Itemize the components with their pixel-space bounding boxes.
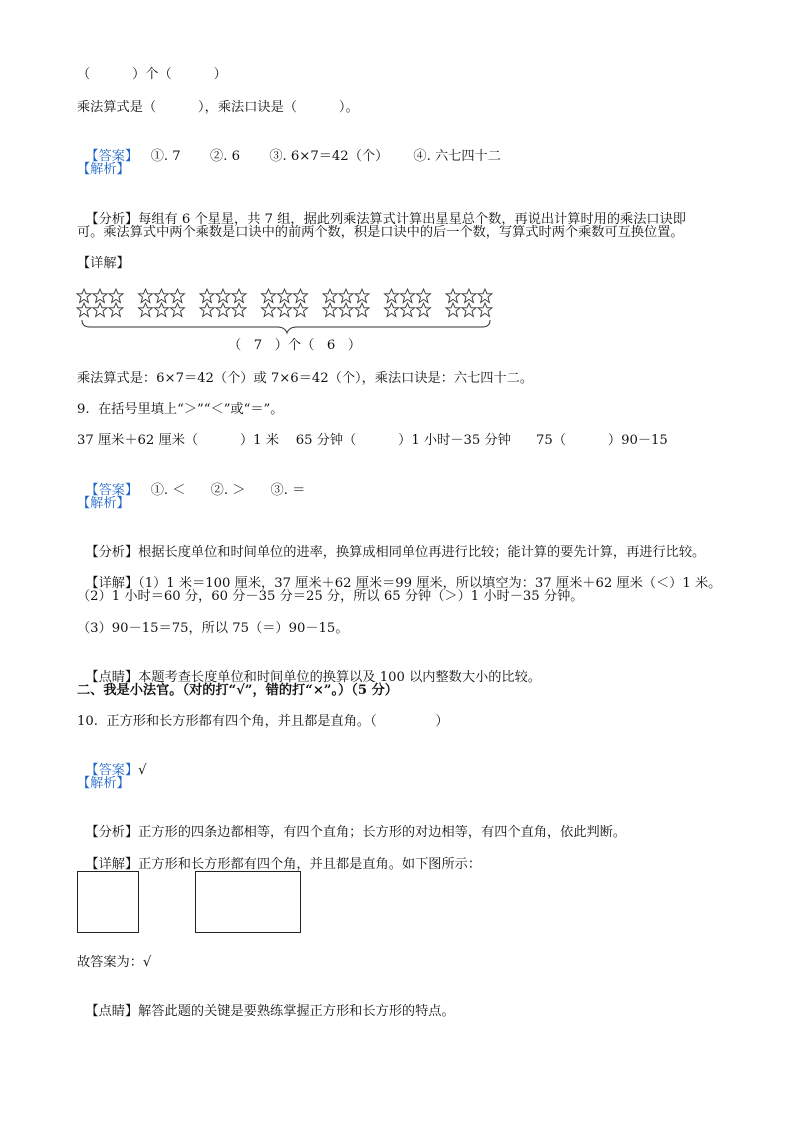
star-icon — [462, 303, 476, 317]
q10-fenxi — [77, 806, 626, 842]
star-icon — [232, 289, 246, 303]
star-icon — [216, 303, 230, 317]
q10-dianjing — [77, 985, 455, 1021]
q10-stem: 10. 正方形和长方形都有四个角，并且都是直角。（ ） — [77, 714, 449, 729]
answer-text: √ — [138, 763, 147, 778]
star-icon — [216, 289, 230, 303]
answer-label: 【答案】 — [85, 483, 139, 498]
star-icon — [278, 289, 292, 303]
star-icon — [478, 303, 492, 317]
detail-text: 正方形和长方形都有四个角，并且都是直角。如下图所示： — [138, 857, 482, 872]
q8-blank-line: （ ）个（ ） — [77, 67, 227, 82]
star-icon — [278, 303, 292, 317]
q10-analysis-label: 【解析】 — [77, 776, 130, 791]
star-icon — [109, 289, 123, 303]
q8-analysis-label: 【解析】 — [77, 162, 130, 177]
star-icon — [109, 303, 123, 317]
detail-text: （1）1 米＝100 厘米，37 厘米＋62 厘米＝99 厘米，所以填空为：37 厘米＋62 厘米（＜）1 米。 — [138, 576, 722, 591]
q8-conclusion: 乘法算式是：6×7＝42（个）或 7×6＝42（个），乘法口诀是：六七四十二。 — [77, 371, 534, 386]
star-icon — [417, 289, 431, 303]
star-icon — [171, 303, 185, 317]
star-layer — [77, 289, 492, 317]
star-icon — [200, 289, 214, 303]
star-icon — [355, 289, 369, 303]
star-icon — [139, 303, 153, 317]
star-icon — [77, 303, 91, 317]
section-heading: 二、我是小法官。（对的打“√”，错的打“×”。）（5 分） — [77, 683, 398, 698]
star-icon — [262, 303, 276, 317]
star-icon — [385, 289, 399, 303]
star-icon — [478, 289, 492, 303]
star-icon — [385, 303, 399, 317]
q8-answer-line — [77, 130, 501, 166]
detail-label: 【详解】 — [85, 857, 139, 872]
q9-detail-2: （2）1 小时＝60 分，60 分－35 分＝25 分，所以 65 分钟（＞）1 小时－35 分钟。 — [77, 589, 584, 604]
fenxi-text: 正方形的四条边都相等，有四个直角；长方形的对边相等，有四个直角，依此判断。 — [138, 825, 627, 840]
star-icon — [417, 303, 431, 317]
square-figure — [77, 871, 139, 933]
q9-analysis-label: 【解析】 — [77, 496, 130, 511]
fenxi-label: 【分析】 — [85, 545, 139, 560]
fenxi-label: 【分析】 — [85, 212, 139, 227]
q8-formula-line: 乘法算式是（ ），乘法口诀是（ ）。 — [77, 100, 359, 115]
star-icon — [77, 289, 91, 303]
fenxi-text: 根据长度单位和时间单位的进率，换算成相同单位再进行比较；能计算的要先计算，再进行比较。 — [138, 545, 706, 560]
fenxi-text: 每组有 6 个星星，共 7 组，据此列乘法算式计算出星星总个数，再说出计算时用的乘法口诀即 — [138, 212, 686, 227]
q10-detail — [77, 838, 481, 874]
q9-stem: 9. 在括号里填上“＞”“＜”或“＝”。 — [77, 402, 284, 417]
answer-text: ①. ＜ ②. ＞ ③. ＝ — [138, 483, 306, 498]
q9-items: 37 厘米＋62 厘米（ ）1 米 65 分钟（ ）1 小时－35 分钟 75（ ）90－15 — [77, 433, 668, 448]
star-icon — [462, 289, 476, 303]
star-icon — [401, 303, 415, 317]
star-icon — [294, 289, 308, 303]
star-icon — [323, 303, 337, 317]
rectangle-figure — [195, 871, 301, 933]
star-icon — [200, 303, 214, 317]
star-icon — [355, 303, 369, 317]
dianjing-label: 【点睛】 — [85, 1004, 139, 1019]
fenxi-label: 【分析】 — [85, 825, 139, 840]
star-icon — [155, 289, 169, 303]
answer-text: ①. 7 ②. 6 ③. 6×7＝42（个） ④. 六七四十二 — [138, 149, 501, 164]
dianjing-label: 【点睛】 — [85, 670, 139, 685]
q8-detail-label: 【详解】 — [77, 256, 130, 271]
q9-detail-3: （3）90－15＝75，所以 75（＝）90－15。 — [77, 621, 349, 636]
dianjing-text: 解答此题的关键是要熟练掌握正方形和长方形的特点。 — [138, 1004, 455, 1019]
dianjing-text: 本题考查长度单位和时间单位的换算以及 100 以内整数大小的比较。 — [138, 670, 541, 685]
star-icon — [93, 303, 107, 317]
star-icon — [232, 303, 246, 317]
star-icon — [339, 289, 353, 303]
q8-fenxi-line-2: 可。乘法算式中两个乘数是口诀中的前两个数，积是口诀中的后一个数，写算式时两个乘数可互换位置。 — [77, 225, 684, 240]
answer-label: 【答案】 — [85, 149, 139, 164]
detail-label: 【详解】 — [85, 576, 139, 591]
star-icon — [155, 303, 169, 317]
star-icon — [93, 289, 107, 303]
q10-conclusion: 故答案为：√ — [77, 955, 152, 970]
star-icon — [171, 289, 185, 303]
star-icon — [262, 289, 276, 303]
group-brace — [82, 320, 490, 333]
star-icon — [139, 289, 153, 303]
star-icon — [446, 303, 460, 317]
answer-label: 【答案】 — [85, 763, 139, 778]
star-icon — [339, 303, 353, 317]
star-icon — [401, 289, 415, 303]
figure-caption: （ 7 ）个（ 6 ） — [228, 338, 362, 353]
star-icon — [446, 289, 460, 303]
star-icon — [294, 303, 308, 317]
star-icon — [323, 289, 337, 303]
